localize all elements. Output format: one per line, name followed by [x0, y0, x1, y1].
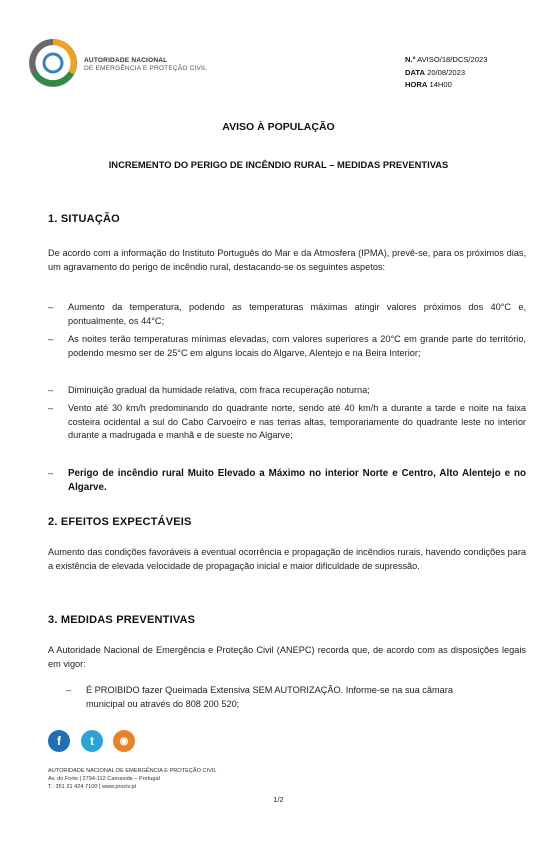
bullet-text: Diminuição gradual da humidade relativa, com fraca recuperação noturna; — [68, 385, 370, 395]
list-item — [48, 301, 526, 329]
aviso-value: AVISO/18/DCS/2023 — [417, 55, 488, 64]
data-value: 20/08/2023 — [427, 67, 466, 77]
list-item — [48, 333, 526, 375]
page-number: 1/2 — [273, 795, 284, 804]
organization-name — [84, 57, 207, 73]
rss-icon[interactable]: ◉ — [113, 730, 135, 752]
section-2-text: Aumento das condições favoráveis à eventual ocorrência e propagação de incêndios rurais, havendo condições para a existência de elevada velocidade de propagação inicial e maior dificuldade de supressão. — [48, 547, 526, 571]
list-item — [48, 467, 526, 497]
bullet-text: Vento até 30 km/h predominando do quadrante norte, sendo até 40 km/h a durante a tarde e noite na faixa costeira ocidental a sul do Cabo Carvoeiro e nas terras altas, temporariamente do quadrante leste no interior durante a madrugada e manhã e de sueste no Algarve; — [68, 403, 526, 440]
bullet-dash: – — [48, 302, 54, 312]
facebook-icon[interactable]: f — [48, 730, 70, 752]
section-3-heading: 3. MEDIDAS PREVENTIVAS — [48, 614, 196, 626]
section-1-heading: 1. SITUAÇÃO — [48, 213, 120, 225]
list-item — [48, 402, 526, 458]
section-1-intro: De acordo com a informação do Instituto Português do Mar e da Atmosfera (IPMA), prevê-se, para os próximos dias, um agravamento do perigo de incêndio rural, destacando-se os seguintes aspetos: — [48, 248, 526, 272]
hora-value: 14H00 — [429, 80, 452, 89]
section-2-heading: 2. EFEITOS EXPECTÁVEIS — [48, 516, 192, 528]
page-subtitle: INCREMENTO DO PERIGO DE INCÊNDIO RURAL – MEDIDAS PREVENTIVAS — [108, 159, 449, 170]
footer-line-2: Av. do Forte | 2794-112 Carnaxide – Portugal — [48, 776, 160, 783]
bullet-dash: – — [48, 385, 54, 395]
bullet-text-highlight: Perigo de incêndio rural Muito Elevado a Máximo no interior Norte e Centro, Alto Alentejo e no Algarve. — [68, 468, 526, 493]
list-item — [48, 384, 526, 398]
bullet-dash: – — [48, 403, 54, 413]
data-label: DATA — [405, 67, 425, 77]
bullet-dash: – — [66, 685, 72, 695]
org-line-2: DE EMERGÊNCIA E PROTEÇÃO CIVIL — [84, 65, 207, 72]
hora-label: HORA — [405, 80, 428, 89]
anepc-logo-icon — [28, 38, 78, 88]
list-item — [66, 684, 466, 712]
document-metadata — [405, 54, 487, 92]
footer — [48, 767, 216, 792]
bullet-text: As noites terão temperaturas mínimas elevadas, com valores superiores a 20°C em grande parte do território, podendo mesmo ser de 25°C em alguns locais do Algarve, Alentejo e na Beira Interior; — [68, 334, 526, 358]
twitter-icon[interactable]: t — [81, 730, 103, 752]
bullet-dash: – — [48, 334, 54, 344]
page-title: AVISO À POPULAÇÃO — [222, 121, 335, 133]
footer-line-3: T.: 351 21 424 7100 | www.prociv.pt — [48, 784, 137, 791]
bullet-text: É PROIBIDO fazer Queimada Extensiva SEM AUTORIZAÇÃO. Informe-se na sua câmara municipal ou através do 808 200 520; — [86, 685, 453, 709]
footer-line-1: AUTORIDADE NACIONAL DE EMERGÊNCIA E PROTEÇÃO CIVIL — [48, 768, 217, 774]
bullet-text: Aumento da temperatura, podendo as temperaturas máximas atingir valores próximos dos 40°C e, pontualmente, os 44°C; — [68, 302, 526, 326]
org-line-1: AUTORIDADE NACIONAL — [84, 57, 168, 64]
aviso-label: N.º — [405, 55, 416, 64]
section-3-intro: A Autoridade Nacional de Emergência e Proteção Civil (ANEPC) recorda que, de acordo com as disposições legais em vigor: — [48, 645, 526, 669]
bullet-dash: – — [48, 468, 54, 478]
